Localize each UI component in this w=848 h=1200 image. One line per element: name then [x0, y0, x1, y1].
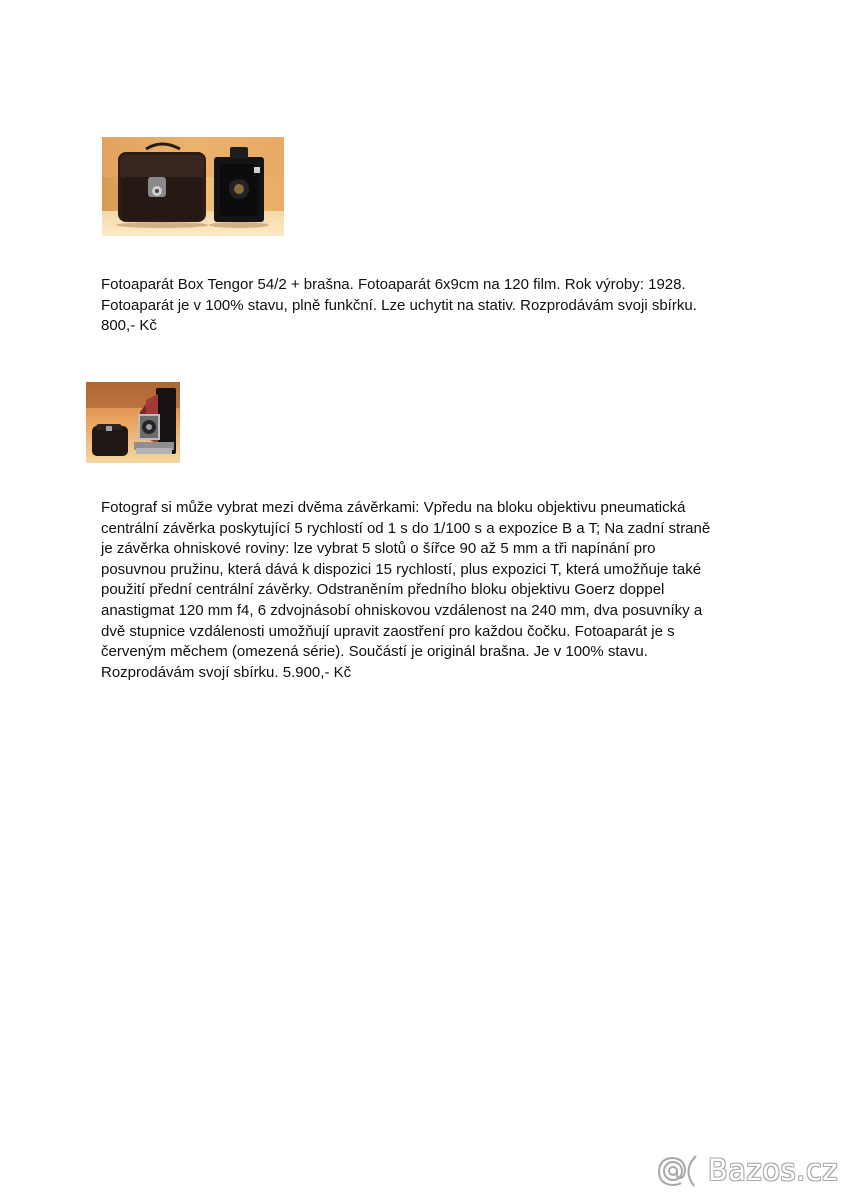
listing-1-photo [102, 137, 284, 236]
camera-photo-icon [102, 137, 284, 236]
listing-1-description: Fotoaparát Box Tengor 54/2 + brašna. Fotoaparát 6x9cm na 120 film. Rok výroby: 1928. Fotoaparát je v 100% stavu, plně funkční. Lze uchytit na stativ. Rozprodávám svoji sbírku. 800,- Kč [101, 276, 697, 335]
listing-2-photo [86, 382, 180, 463]
bazos-logo-icon [656, 1150, 704, 1190]
folding-camera-photo-icon [86, 382, 180, 463]
watermark [656, 1150, 838, 1190]
listing-2-description: Fotograf si může vybrat mezi dvěma závěrkami: Vpředu na bloku objektivu pneumatická centrální závěrka poskytující 5 rychlostí od 1 s do 1/100 s a expozice B a T; Na zadní straně je závěrka ohniskové roviny: lze vybrat 5 slotů o šířce 90 až 5 mm a tři napínání pro posuvnou pružinu, která dává k dispozici 15 rychlostí, plus expozici T, která umožňuje také použití přední centrální závěrky. Odstraněním předního bloku objektivu Goerz doppel anastigmat 120 mm f4, 6 zdvojnásobí ohniskovou vzdálenost na 240 mm, dva posuvníky a dvě stupnice vzdálenosti umožňují upravit zaostření pro každou čočku. Fotoaparát je s červeným měchem (omezená série). Součástí je originál brašna. Je v 100% stavu. Rozprodávám svojí sbírku. 5.900,- Kč [101, 499, 711, 681]
watermark-text: Bazos.cz [707, 1153, 838, 1187]
